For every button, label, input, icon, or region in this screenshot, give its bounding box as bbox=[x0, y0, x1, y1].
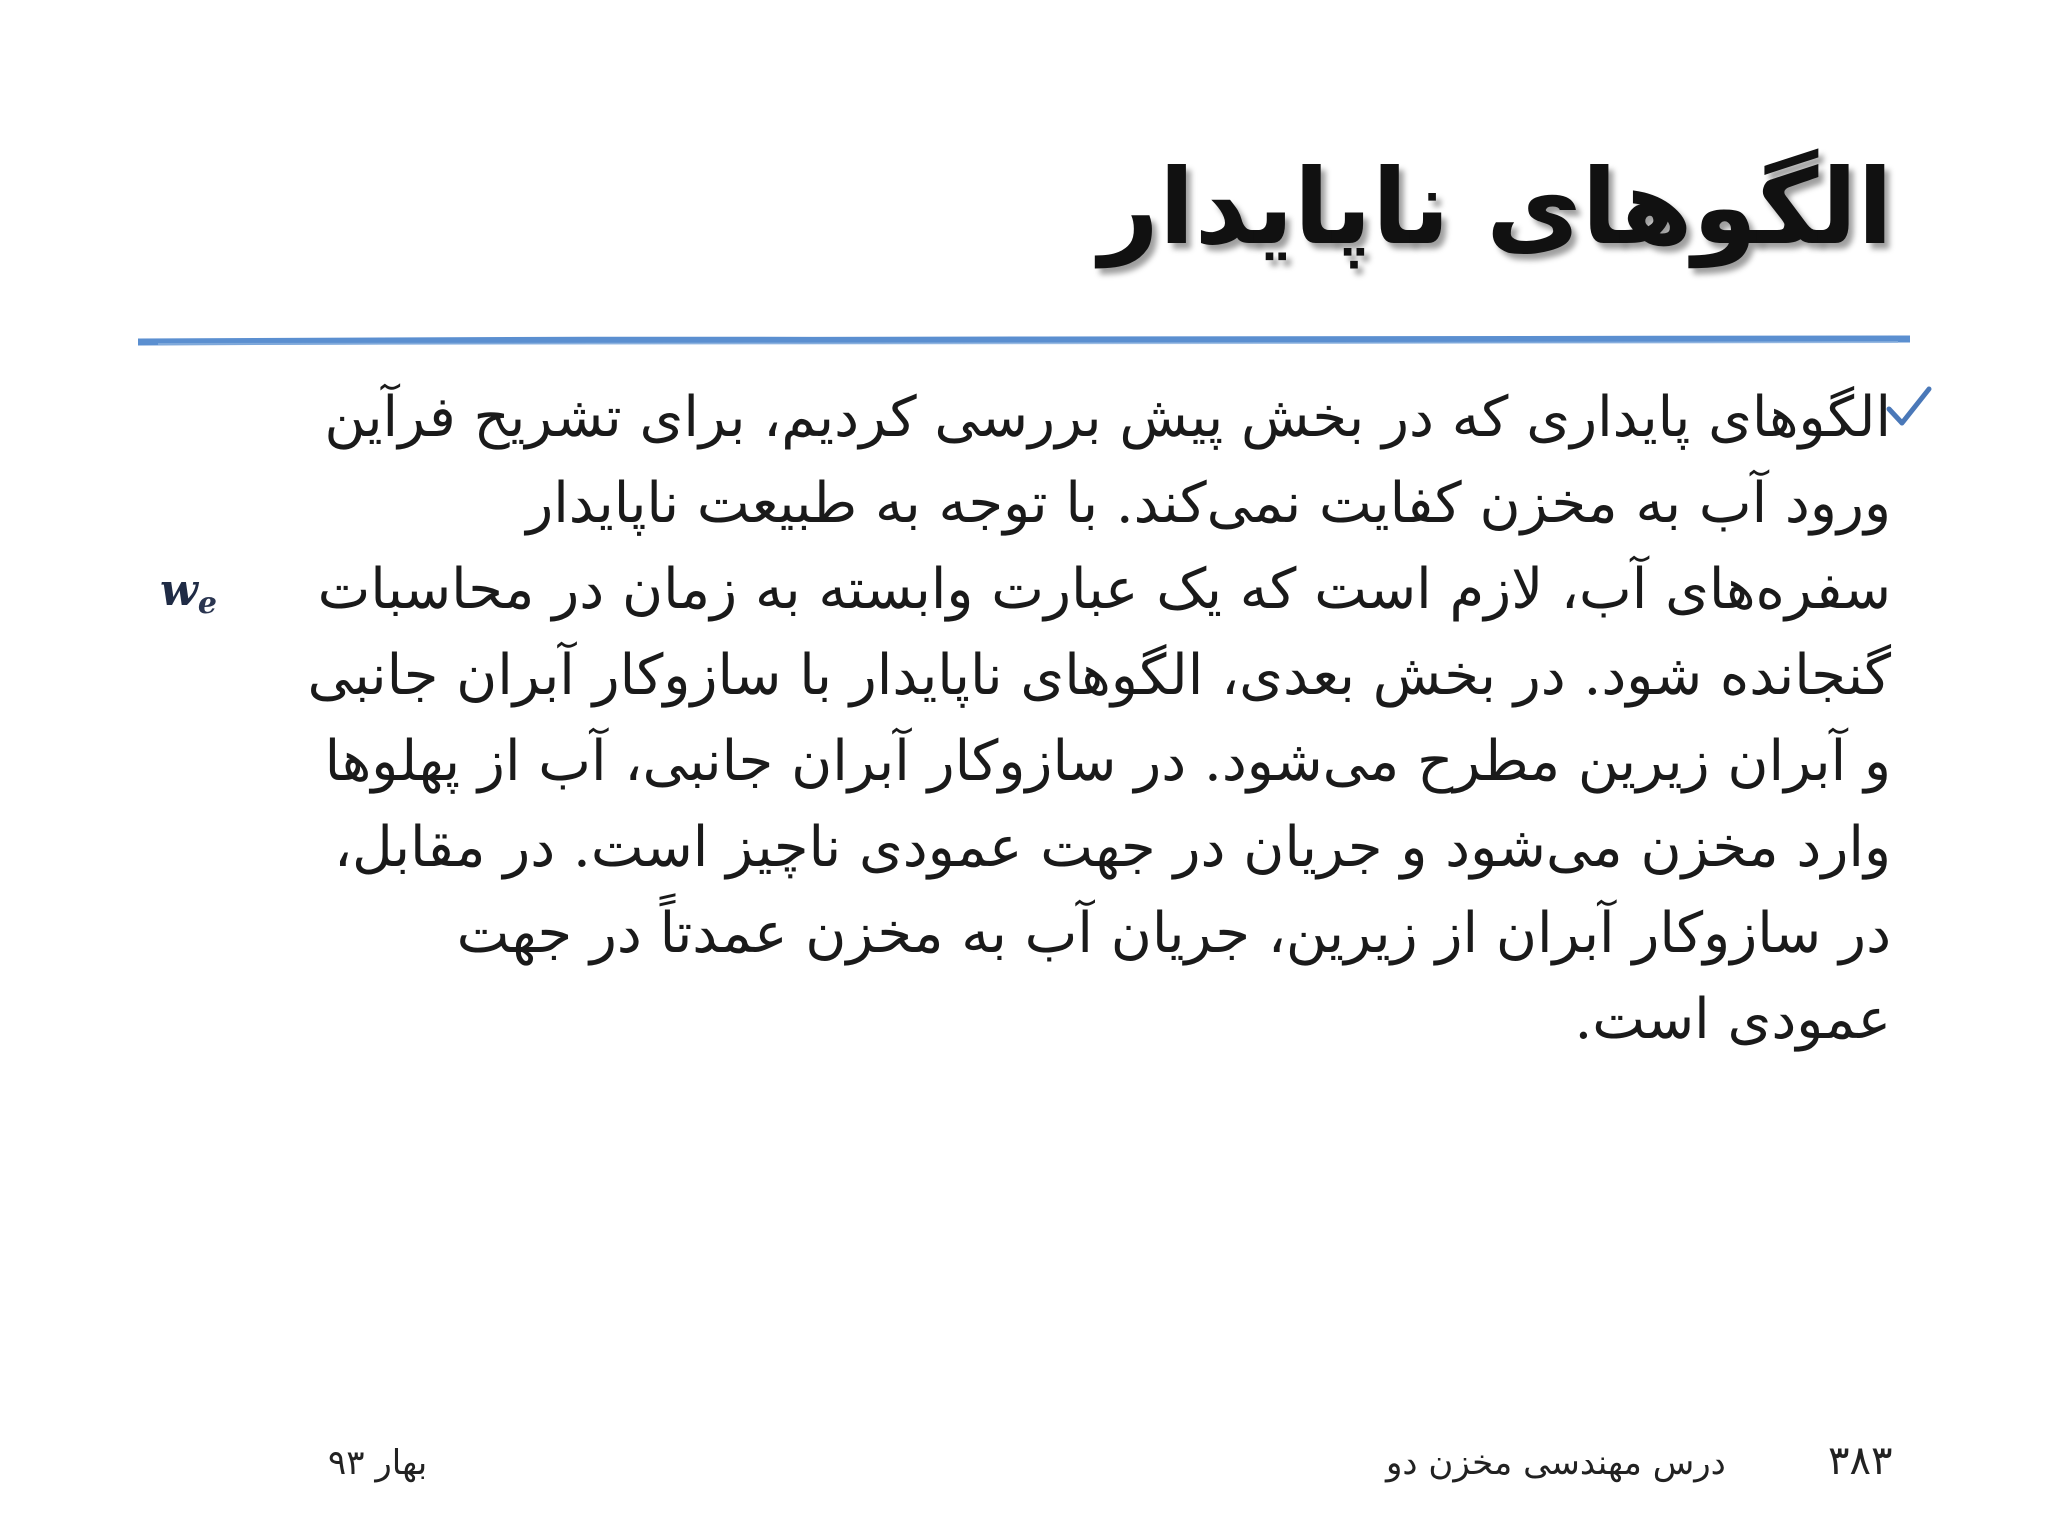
bullet-text bbox=[171, 375, 1891, 1063]
formula-we bbox=[160, 565, 217, 621]
bullet-line: الگوهای پایداری که در بخش پیش بررسی کردیم، برای تشریح فرآین bbox=[324, 385, 1891, 450]
footer-page-number: ۳۸۳ bbox=[1828, 1438, 1893, 1484]
bullet-line: و آبران زیرین مطرح می‌شود. در سازوکار آبران جانبی، آب از پهلوها bbox=[324, 729, 1891, 794]
footer-date: بهار ۹۳ bbox=[328, 1443, 428, 1483]
bullet-line: وارد مخزن می‌شود و جریان در جهت عمودی ناچیز است. در مقابل، bbox=[333, 815, 1891, 880]
bullet-line: گنجانده شود. در بخش بعدی، الگوهای ناپایدار با سازوکار آبران جانبی bbox=[307, 643, 1891, 708]
title-divider bbox=[138, 333, 1910, 347]
footer-course-title: درس مهندسی مخزن دو bbox=[1386, 1443, 1726, 1483]
slide-title: الگوهای ناپایدار bbox=[1099, 146, 1893, 268]
formula-subscript: e bbox=[197, 586, 217, 621]
bullet-line: در سازوکار آبران از زیرین، جریان آب به مخزن عمدتاً در جهت bbox=[456, 901, 1891, 966]
slide-footer bbox=[0, 1416, 2048, 1536]
bullet-line: ورود آب به مخزن کفایت نمی‌کند. با توجه به طبیعت ناپایدار bbox=[526, 471, 1891, 536]
bullet-line: عمودی است. bbox=[1574, 987, 1891, 1052]
bullet-line: سفره‌های آب، لازم است که یک عبارت وابسته به زمان در محاسبات bbox=[317, 557, 1891, 622]
bullet-block bbox=[163, 375, 1933, 1075]
formula-main: w bbox=[160, 565, 198, 616]
